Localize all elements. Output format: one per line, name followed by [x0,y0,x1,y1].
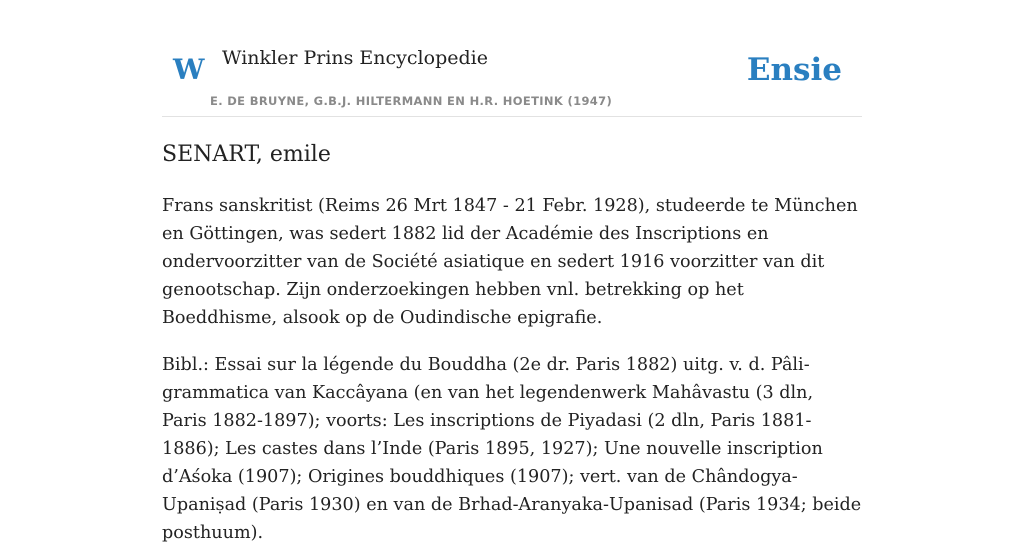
source-title-link[interactable]: Winkler Prins Encyclopedie [222,47,488,69]
ensie-logo[interactable]: Ensie [746,52,842,88]
source-authors: E. DE BRUYNE, G.B.J. HILTERMANN EN H.R. HOETINK (1947) [210,94,613,108]
entry-paragraph-description: Frans sanskritist (Reims 26 Mrt 1847 - 21 Febr. 1928), studeerde te München en Göttingen, was sedert 1882 lid der Académie des Inscriptions en ondervoorzitter van de Société asiatique en sedert 1916 voorzitter van dit genootschap. Zijn onderzoekingen hebben vnl. betrekking op het Boeddhisme, alsook op de Oudindische epigrafie. [162,196,858,328]
entry-paragraph-bibliography: Bibl.: Essai sur la légende du Bouddha (2e dr. Paris 1882) uitg. v. d. Pâli-grammatica van Kaccâyana (en van het legendenwerk Mahâvastu (3 dln, Paris 1882-1897); voorts: Les inscriptions de Piyadasi (2 dln, Paris 1881-1886); Les castes dans l’Inde (Paris 1895, 1927); Une nouvelle inscription d’Aśoka (1907); Origines bouddhiques (1907); vert. van de Chândogya-Upaniṣad (Paris 1930) en van de Brhad-Aranyaka-Upanisad (Paris 1934; beide posthuum). [162,355,862,543]
entry-title: SENART, emile [162,142,331,167]
source-logo[interactable]: W [173,53,205,86]
source-header [162,0,862,117]
